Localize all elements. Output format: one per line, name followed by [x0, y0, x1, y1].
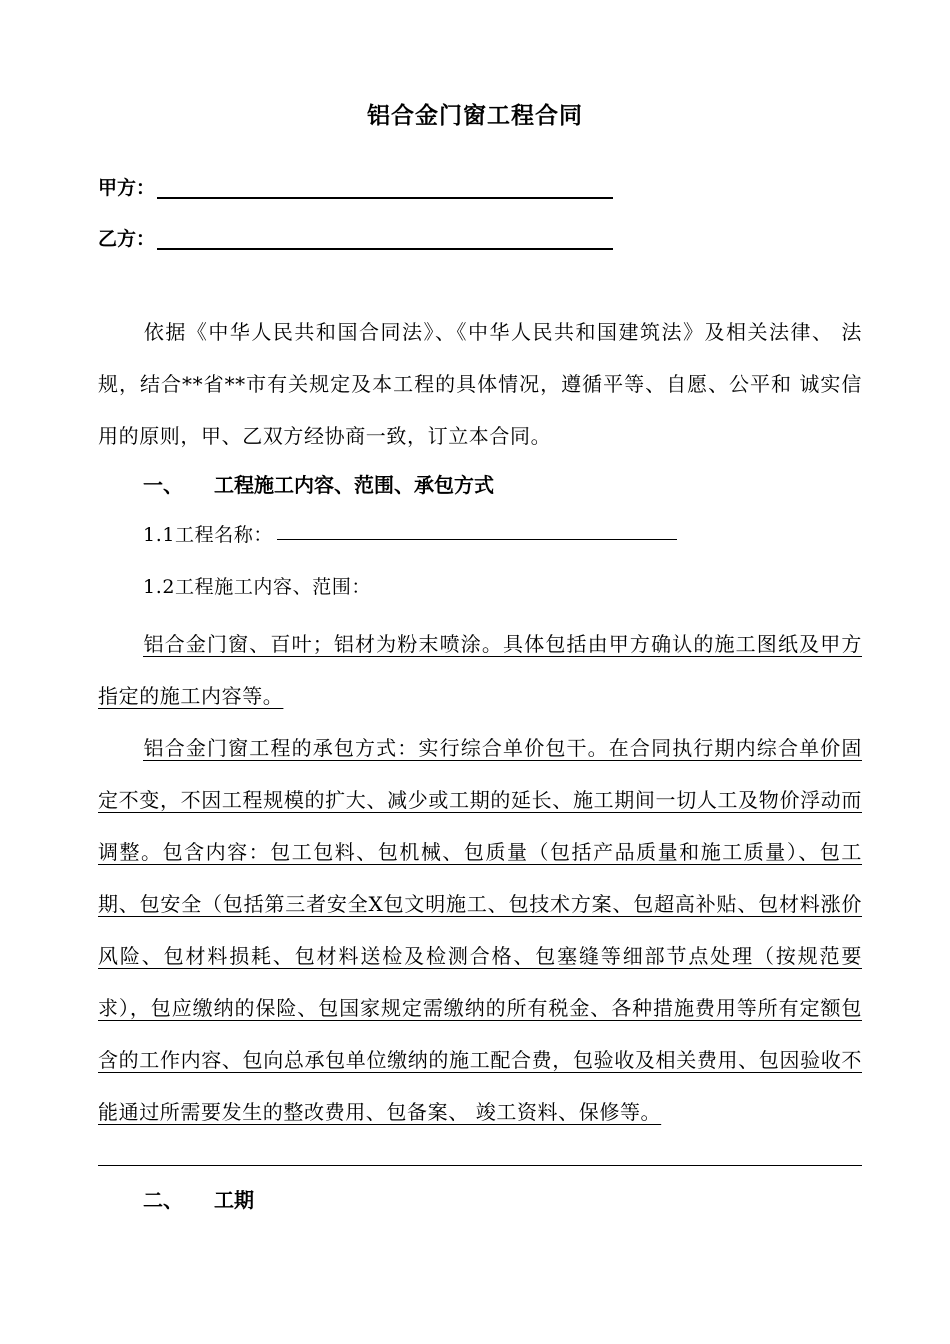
party-b-blank[interactable] [157, 222, 613, 250]
section-1-heading [143, 465, 494, 505]
item-1-2 [143, 567, 371, 607]
section-1-title: 工程施工内容、范围、承包方式 [214, 473, 494, 497]
item-1-2-label: 1.2工程施工内容、范围： [143, 576, 372, 598]
section-2-title: 工期 [214, 1188, 254, 1212]
contract-method-paragraph [98, 722, 862, 1138]
item-1-1 [143, 515, 677, 555]
section-divider [98, 1165, 862, 1166]
project-name-blank[interactable] [277, 515, 677, 540]
item-1-1-label: 1.1工程名称： [143, 524, 274, 546]
intro-paragraph [98, 306, 862, 462]
party-b-label: 乙方： [98, 228, 156, 250]
document-title: 铝合金门窗工程合同 [367, 103, 583, 129]
section-2-heading [143, 1180, 254, 1220]
scope-paragraph [98, 618, 862, 722]
section-2-number: 二、 [143, 1188, 183, 1212]
party-a-line [98, 171, 613, 205]
contract-method-text: 铝合金门窗工程的承包方式：实行综合单价包干。在合同执行期内综合单价固定不变，不因工程规模的扩大、减少或工期的延长、施工期间一切人工及物价浮动而调整。包含内容：包工包料、包机械、包质量（包括产品质量和施工质量）、包工期、包安全（包括第三者安全X包文明施工、包技术方案、包超高补贴、包材料涨价风险、包材料损耗、包材料送检及检测合格、包塞缝等细部节点处理（按规范要求），包应缴纳的保险、包国家规定需缴纳的所有税金、各种措施费用等所有定额包含的工作内容、包向总承包单位缴纳的施工配合费，包验收及相关费用、包因验收不能通过所需要发生的整改费用、包备案、 竣工资料、保修等。 [98, 736, 862, 1124]
party-a-blank[interactable] [157, 171, 613, 199]
party-b-line [98, 222, 613, 256]
scope-text: 铝合金门窗、百叶；铝材为粉末喷涂。具体包括由甲方确认的施工图纸及甲方指定的施工内容等。 [98, 632, 862, 708]
party-a-label: 甲方： [98, 177, 156, 199]
section-1-number: 一、 [143, 473, 183, 497]
intro-text: 依据《中华人民共和国合同法》、《中华人民共和国建筑法》及相关法律、 法规，结合**省**市有关规定及本工程的具体情况，遵循平等、自愿、公平和 诚实信用的原则，甲、乙双方经协商一致，订立本合同。 [98, 320, 862, 448]
